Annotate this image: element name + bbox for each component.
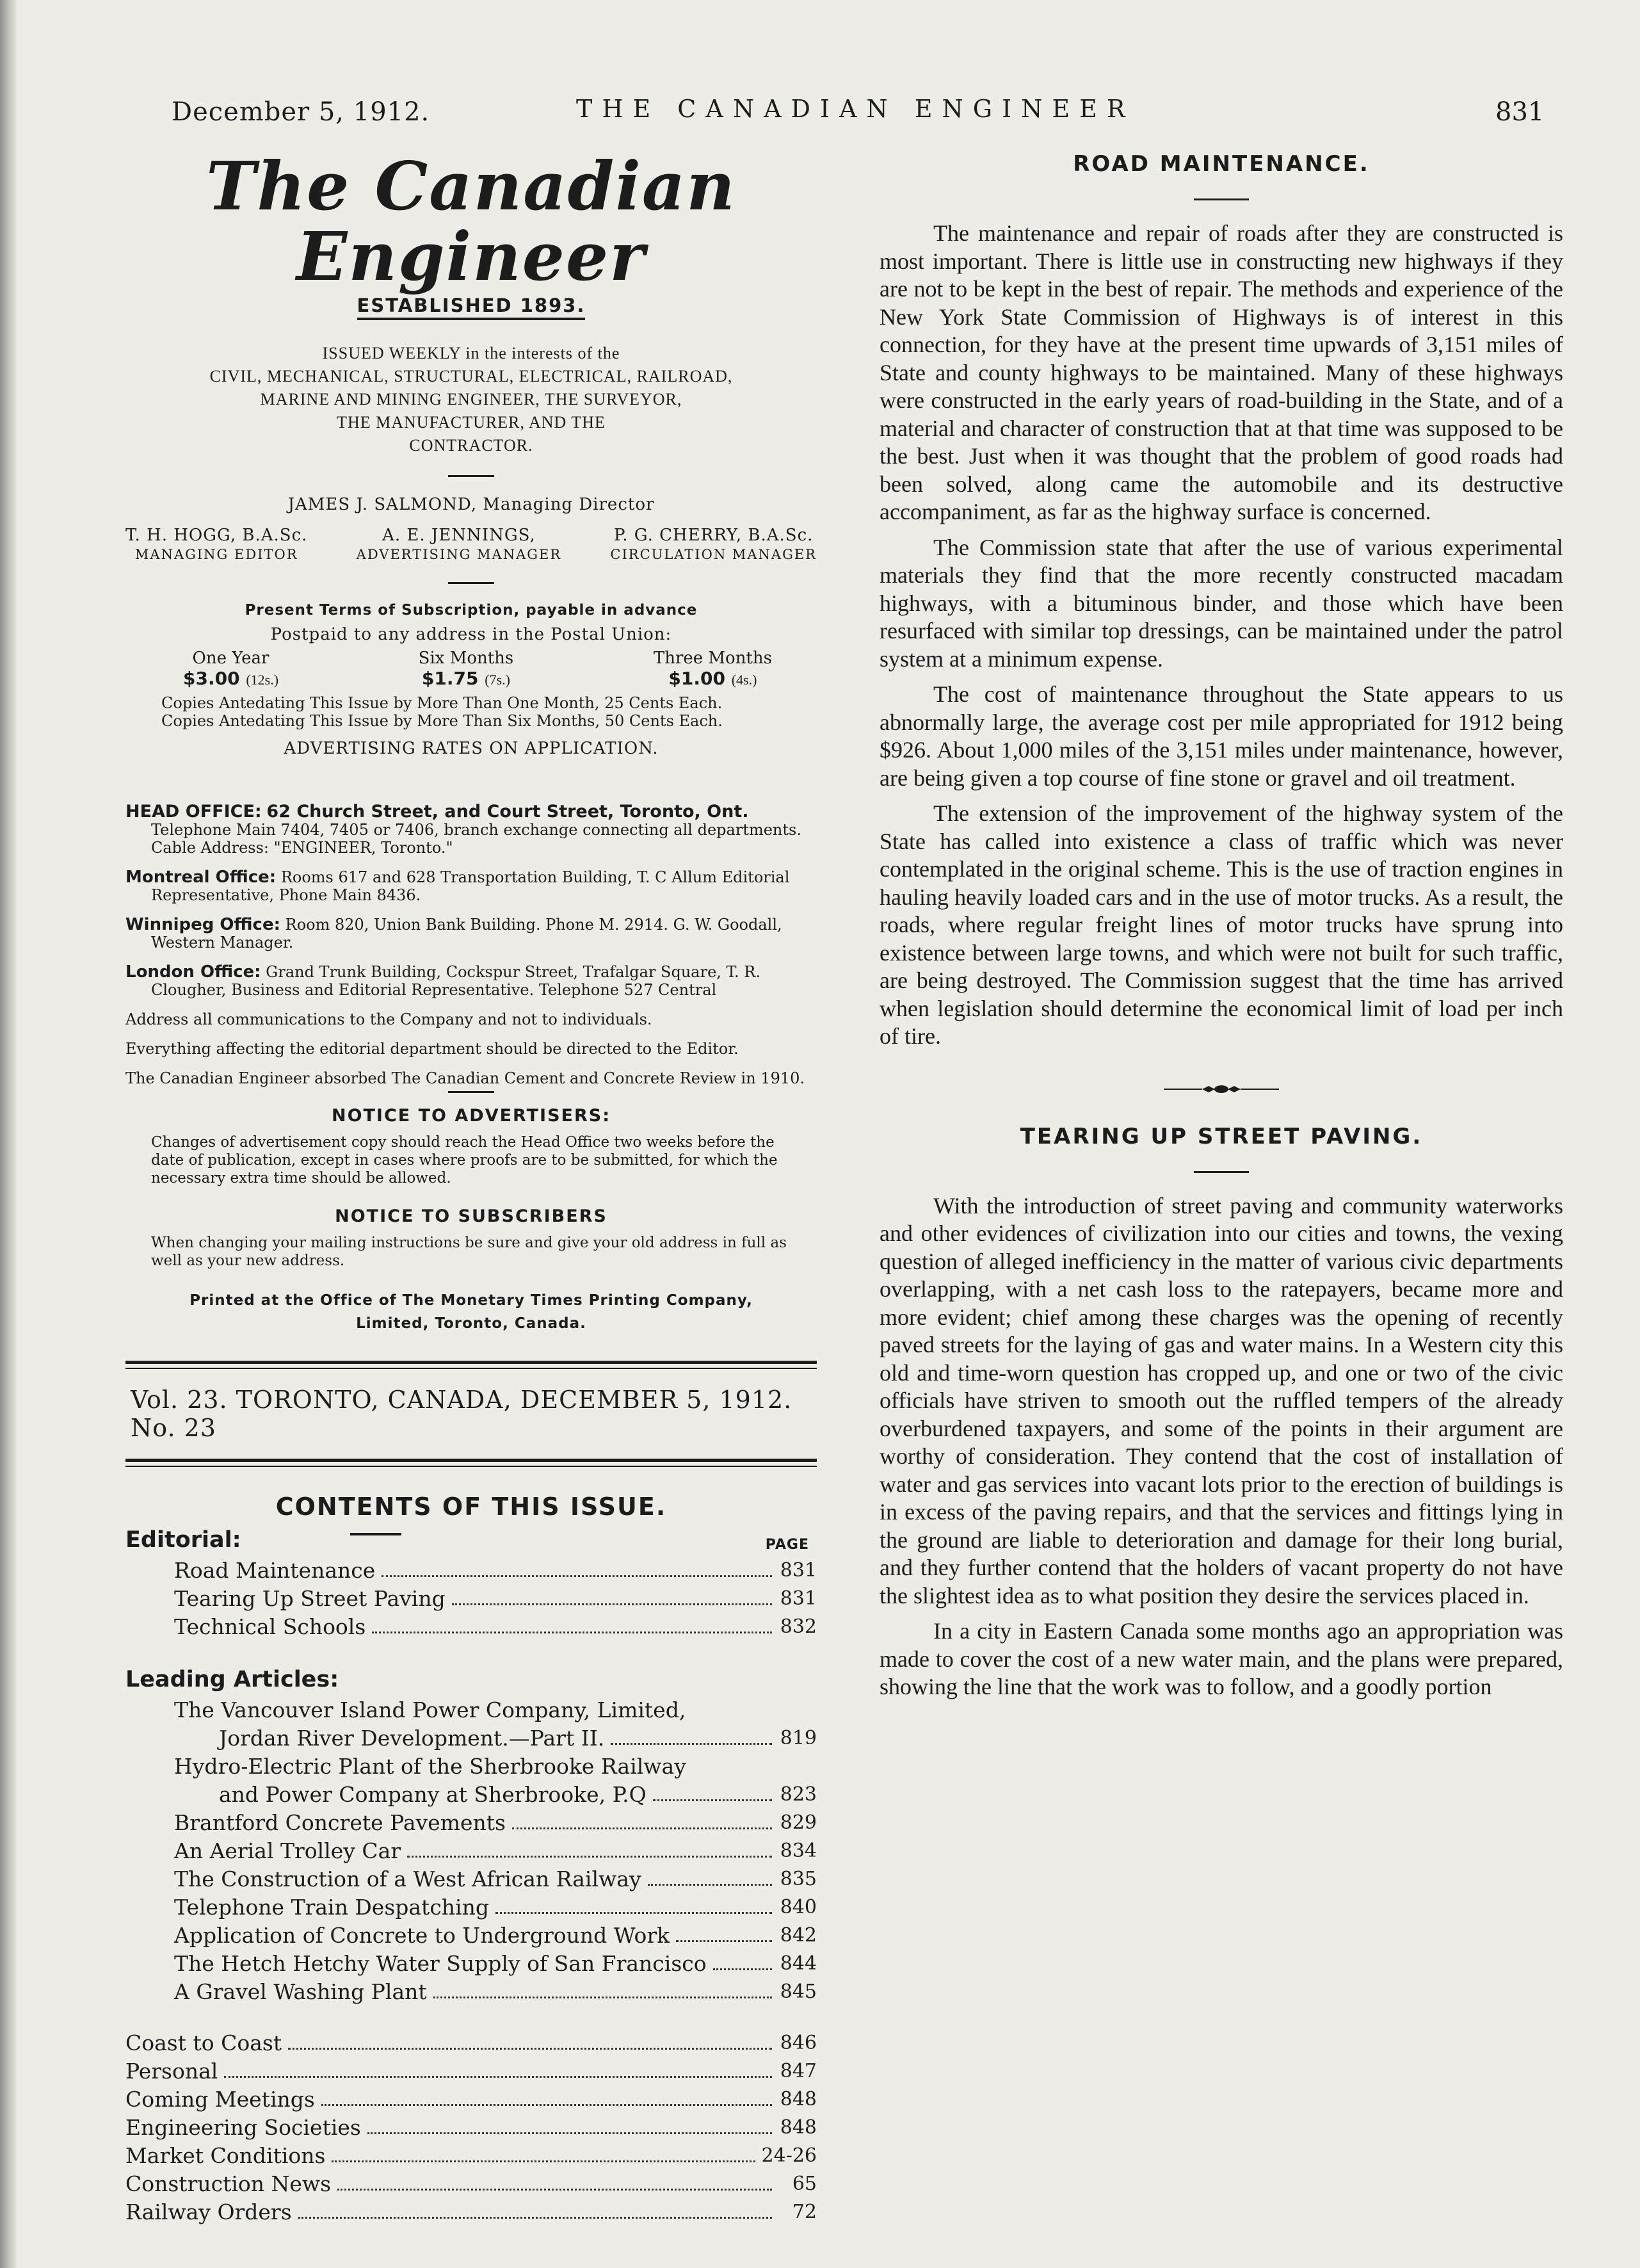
toc-entry-title: and Power Company at Sherbrooke, P.Q bbox=[219, 1782, 647, 1807]
toc-entry-title: An Aerial Trolley Car bbox=[174, 1838, 401, 1863]
toc-leader-dots bbox=[367, 2132, 772, 2134]
divider-rule bbox=[350, 1533, 401, 1535]
double-rule bbox=[125, 1361, 817, 1369]
toc-entry-title: A Gravel Washing Plant bbox=[174, 1979, 427, 2004]
price-amount: $1.00 bbox=[668, 668, 725, 689]
toc-entry-page: 24-26 bbox=[761, 2144, 817, 2167]
price-period: Three Months bbox=[653, 649, 772, 668]
masthead-title: The Canadian Engineer bbox=[206, 147, 736, 296]
toc-entry[interactable] bbox=[125, 1922, 817, 1950]
notice-advertisers-body: Changes of advertisement copy should reach the Head Office two weeks before the date of publication, except in cases where proofs are to be submitted, for which the necessary extra time should be allowed. bbox=[151, 1134, 778, 1187]
divider-rule bbox=[448, 475, 494, 477]
notice-subscribers-body: When changing your mailing instructions be sure and give your old address in full as well as your new address. bbox=[151, 1235, 787, 1269]
price-term bbox=[419, 648, 514, 690]
running-head-page-number: 831 bbox=[1495, 97, 1545, 127]
toc-entry-title: Coming Meetings bbox=[125, 2087, 315, 2112]
issued-statement bbox=[125, 342, 817, 457]
divider-rule bbox=[1194, 1171, 1249, 1173]
price-period: Six Months bbox=[418, 649, 514, 668]
toc-entry-page: 845 bbox=[780, 1980, 817, 2003]
toc-entry[interactable] bbox=[125, 1724, 817, 1753]
office-label: HEAD OFFICE: bbox=[125, 802, 262, 822]
article-title-road-maintenance: ROAD MAINTENANCE. bbox=[1073, 151, 1370, 177]
staff-list bbox=[125, 526, 817, 564]
toc-entry[interactable] bbox=[125, 2170, 817, 2198]
toc-entry[interactable] bbox=[125, 2198, 817, 2226]
montreal-office bbox=[125, 868, 817, 904]
toc-entry[interactable] bbox=[125, 1837, 817, 1865]
toc-entry-title: Construction News bbox=[125, 2171, 332, 2196]
toc-entry-title: Brantford Concrete Pavements bbox=[174, 1810, 506, 1835]
printer-line: Limited, Toronto, Canada. bbox=[356, 1315, 586, 1332]
notice-advertisers-heading: NOTICE TO ADVERTISERS: bbox=[331, 1106, 611, 1126]
toc-entry[interactable] bbox=[125, 1696, 817, 1724]
managing-director: JAMES J. SALMOND, Managing Director bbox=[287, 495, 655, 514]
toc-entry[interactable] bbox=[125, 1809, 817, 1837]
toc-entry-title: Coast to Coast bbox=[125, 2030, 282, 2055]
toc-leader-dots bbox=[337, 2189, 772, 2191]
toc-entry[interactable] bbox=[125, 2114, 817, 2142]
toc-leading-header bbox=[125, 1667, 817, 1692]
staff-name: P. G. CHERRY, B.A.Sc. bbox=[613, 526, 814, 545]
issued-line: THE MANUFACTURER, AND THE bbox=[337, 413, 606, 432]
toc-entry[interactable] bbox=[125, 1865, 817, 1893]
staff-member bbox=[125, 526, 307, 564]
toc-entry-page: 848 bbox=[780, 2088, 817, 2110]
toc-spacer bbox=[125, 2006, 817, 2025]
toc-leader-dots bbox=[407, 1856, 772, 1858]
divider-rule bbox=[448, 582, 494, 584]
staff-member bbox=[357, 526, 562, 564]
issued-line: CONTRACTOR. bbox=[409, 436, 533, 455]
toc-entry-page: 848 bbox=[780, 2116, 817, 2139]
toc-leader-dots bbox=[332, 2160, 755, 2162]
winnipeg-office bbox=[125, 916, 817, 952]
article-paragraph: The cost of maintenance throughout the State appears to us abnormally large, the average cost per mile appropriated for 1912 being $926. About 1,000 miles of the 3,151 miles under maintenance, however, are being given a top course of fine stone or gravel and oil treatment. bbox=[880, 681, 1563, 791]
double-rule bbox=[125, 1459, 817, 1467]
office-address: 62 Church Street, and Court Street, Toronto, Ont. bbox=[266, 802, 749, 822]
toc-leader-dots bbox=[611, 1743, 772, 1745]
divider-rule bbox=[448, 1091, 494, 1093]
toc-entry-title: Technical Schools bbox=[174, 1614, 366, 1639]
absorbed-notice: The Canadian Engineer absorbed The Canadian Cement and Concrete Review in 1910. bbox=[125, 1069, 805, 1087]
toc-entry[interactable] bbox=[125, 2057, 817, 2086]
toc-entry-page: 840 bbox=[780, 1896, 817, 1918]
toc-entry-page: 846 bbox=[780, 2032, 817, 2054]
toc-leader-dots bbox=[288, 2048, 772, 2050]
toc-leader-dots bbox=[298, 2217, 772, 2219]
notice-subscribers-heading: NOTICE TO SUBSCRIBERS bbox=[335, 1206, 607, 1226]
toc-entry-page: 72 bbox=[792, 2201, 817, 2223]
toc-leader-dots bbox=[512, 1827, 772, 1829]
copies-antedating bbox=[125, 694, 817, 730]
toc-entry-page: 831 bbox=[780, 1559, 817, 1582]
toc-page-label: PAGE bbox=[765, 1537, 809, 1553]
toc-entry-page: 829 bbox=[780, 1811, 817, 1834]
running-head-title: THE CANADIAN ENGINEER bbox=[576, 95, 1135, 123]
toc-entry[interactable] bbox=[125, 1950, 817, 1978]
toc-entry-title: Jordan River Development.—Part II. bbox=[219, 1726, 605, 1751]
toc-entry[interactable] bbox=[125, 1613, 817, 1641]
toc-misc-list bbox=[125, 2029, 817, 2226]
toc-entry-page: 835 bbox=[780, 1868, 817, 1890]
toc-section-title: Editorial: bbox=[125, 1527, 241, 1553]
toc-section-title: Leading Articles: bbox=[125, 1667, 339, 1692]
staff-role: CIRCULATION MANAGER bbox=[610, 547, 817, 562]
price-amount: $1.75 bbox=[421, 668, 479, 689]
toc-entry-title: The Hetch Hetchy Water Supply of San Francisco bbox=[174, 1951, 707, 1976]
toc-entry-page: 819 bbox=[780, 1727, 817, 1749]
issued-line: CIVIL, MECHANICAL, STRUCTURAL, ELECTRICAL, RAILROAD, bbox=[209, 367, 733, 385]
toc-leader-dots bbox=[676, 1940, 772, 1942]
toc-leader-dots bbox=[653, 1799, 772, 1801]
toc-entry-page: 65 bbox=[792, 2173, 817, 2195]
office-detail: Rooms 617 and 628 Transportation Building, T. C Allum Editorial Representative, Phone Main 8436. bbox=[151, 868, 790, 904]
toc-entry[interactable] bbox=[125, 1781, 817, 1809]
toc-entry-page: 842 bbox=[780, 1924, 817, 1947]
staff-role: MANAGING EDITOR bbox=[134, 547, 298, 562]
toc-entry-page: 847 bbox=[780, 2060, 817, 2082]
subscription-prices bbox=[125, 648, 817, 690]
toc-entry[interactable] bbox=[125, 1585, 817, 1613]
price-alt: (12s.) bbox=[246, 672, 279, 688]
toc-entry-title: The Vancouver Island Power Company, Limited, bbox=[174, 1697, 686, 1722]
toc-entry[interactable] bbox=[125, 2086, 817, 2114]
toc-entry[interactable] bbox=[125, 2029, 817, 2057]
toc-editorial-header bbox=[125, 1527, 817, 1553]
office-detail: Room 820, Union Bank Building. Phone M. 2914. G. W. Goodall, Western Manager. bbox=[151, 916, 782, 952]
toc-leader-dots bbox=[372, 1632, 772, 1633]
editorial-notice: Everything affecting the editorial department should be directed to the Editor. bbox=[125, 1040, 739, 1058]
london-office bbox=[125, 963, 817, 999]
toc-entry-title: Market Conditions bbox=[125, 2143, 326, 2168]
staff-name: A. E. JENNINGS, bbox=[382, 526, 536, 545]
price-period: One Year bbox=[192, 649, 269, 668]
printer-imprint bbox=[125, 1289, 817, 1335]
toc-entry-title: Telephone Train Despatching bbox=[174, 1895, 489, 1920]
office-label: London Office: bbox=[125, 962, 261, 982]
toc-entry-title: Railway Orders bbox=[125, 2199, 292, 2224]
toc-leader-dots bbox=[495, 1912, 772, 1914]
toc-entry[interactable] bbox=[125, 1978, 817, 2006]
divider-rule bbox=[1194, 198, 1249, 200]
address-notice: Address all communications to the Company and not to individuals. bbox=[125, 1010, 652, 1028]
copies-line: Copies Antedating This Issue by More Than Six Months, 50 Cents Each. bbox=[161, 712, 723, 730]
toc-entry-title: Tearing Up Street Paving bbox=[174, 1586, 446, 1611]
toc-entry-page: 831 bbox=[780, 1587, 817, 1610]
price-alt: (4s.) bbox=[731, 672, 757, 688]
toc-leader-dots bbox=[452, 1603, 772, 1605]
article-paragraph: The maintenance and repair of roads after they are constructed is most important. There is little use in constructing new highways if they are not to be kept in the best of repair. The methods and experience of the New York State Commission of Highways is of interest in this connection, for they have at the present time upwards of 3,151 miles of State and county highways to be maintained. Many of these highways were constructed in the early years of road-building in the State, and of a material and character of construction that at that time was supposed to be the best. Just when it was thought that the problem of good roads had been solved, along came the automobile and its destructive accompaniment, as far as the highway surface is concerned. bbox=[880, 220, 1563, 524]
article-title-tearing-up-street-paving: TEARING UP STREET PAVING. bbox=[1020, 1123, 1423, 1149]
price-term bbox=[183, 648, 278, 690]
toc-entry[interactable] bbox=[125, 1893, 817, 1922]
toc-entry[interactable] bbox=[125, 1753, 817, 1781]
volume-line: Vol. 23. TORONTO, CANADA, DECEMBER 5, 1912. No. 23 bbox=[131, 1386, 792, 1442]
left-column bbox=[125, 147, 817, 2226]
toc-entry[interactable] bbox=[125, 1557, 817, 1585]
toc-leader-dots bbox=[433, 1997, 772, 1998]
price-alt: (7s.) bbox=[485, 672, 510, 688]
contents-heading: CONTENTS OF THIS ISSUE. bbox=[275, 1493, 667, 1521]
toc-leader-dots bbox=[321, 2104, 772, 2106]
staff-name: T. H. HOGG, B.A.Sc. bbox=[125, 526, 308, 545]
established-line bbox=[125, 295, 817, 316]
toc-editorial-list bbox=[125, 1557, 817, 1641]
staff-member bbox=[610, 526, 817, 564]
page-gutter-shadow bbox=[0, 0, 17, 2268]
toc-leader-dots bbox=[713, 1968, 772, 1970]
section-ornament-icon bbox=[880, 1083, 1563, 1098]
toc-entry-page: 823 bbox=[780, 1783, 817, 1806]
office-label: Winnipeg Office: bbox=[125, 915, 280, 934]
established-text: ESTABLISHED 1893. bbox=[357, 295, 586, 320]
running-head-date: December 5, 1912. bbox=[172, 97, 430, 127]
toc-entry-title: Personal bbox=[125, 2059, 218, 2084]
article-paragraph: In a city in Eastern Canada some months ago an appropriation was made to cover the cost of a new water main, and the plans were prepared, showing the line that the work was to follow, and a goodly portion bbox=[880, 1618, 1563, 1699]
price-term bbox=[654, 648, 772, 690]
head-office bbox=[125, 803, 817, 857]
toc-entry-page: 832 bbox=[780, 1616, 817, 1638]
issued-line: MARINE AND MINING ENGINEER, THE SURVEYOR, bbox=[260, 390, 682, 409]
toc-leading-list bbox=[125, 1696, 817, 2006]
toc-entry-title: Hydro-Electric Plant of the Sherbrooke Railway bbox=[174, 1754, 686, 1779]
office-label: Montreal Office: bbox=[125, 868, 277, 887]
advertising-rates: ADVERTISING RATES ON APPLICATION. bbox=[284, 739, 659, 758]
issued-line: ISSUED WEEKLY in the interests of the bbox=[322, 344, 620, 362]
printer-line: Printed at the Office of The Monetary Times Printing Company, bbox=[189, 1292, 753, 1309]
toc-entry-title: Application of Concrete to Underground Work bbox=[174, 1923, 670, 1948]
office-detail: Telephone Main 7404, 7405 or 7406, branch exchange connecting all departments. Cable Address: "ENGINEER, Toronto." bbox=[151, 821, 801, 857]
copies-line: Copies Antedating This Issue by More Than One Month, 25 Cents Each. bbox=[161, 694, 723, 712]
subscription-heading: Present Terms of Subscription, payable in advance bbox=[245, 602, 698, 619]
toc-entry-title: Engineering Societies bbox=[125, 2115, 361, 2140]
article-paragraph: With the introduction of street paving and community waterworks and other evidences of civilization into our cities and towns, the vexing question of alleged inefficiency in the matter of various civic departments overlapping, with a net cash loss to the ratepayers, became more and more evident; chief among these charges was the opening of recently paved streets for the laying of gas and water mains. In a Western city this old and time-worn question has cropped up, and one or two of the civic officials have striven to smooth out the ruffled tempers of the already overburdened taxpayers, and some of the points in their argument are worthy of consideration. They contend that the cost of installation of water and gas services into vacant lots prior to the erection of buildings is in excess of the paving repairs, and that the services and fittings lying in the ground are liable to deterioration and damage for their long burial, and they further contend that the holders of vacant property do not have the slightest idea as to what position they desire the services placed in. bbox=[880, 1192, 1563, 1608]
toc-entry[interactable] bbox=[125, 2142, 817, 2170]
toc-entry-page: 834 bbox=[780, 1840, 817, 1862]
toc-leader-dots bbox=[382, 1575, 772, 1577]
staff-role: ADVERTISING MANAGER bbox=[356, 547, 562, 562]
toc-entry-page: 844 bbox=[780, 1952, 817, 1975]
office-detail: Grand Trunk Building, Cockspur Street, Trafalgar Square, T. R. Clougher, Business and Editorial Representative. Telephone 527 Central bbox=[151, 963, 760, 999]
toc-leader-dots bbox=[648, 1884, 772, 1886]
right-column bbox=[880, 151, 1563, 1709]
toc-entry-title: The Construction of a West African Railway bbox=[174, 1867, 641, 1891]
article-paragraph: The Commission state that after the use of various experimental materials they find that the more recently constructed macadam highways, with a bituminous binder, and those which have been resurfaced with similar top dressings, can be maintained under the patrol system at a minimum expense. bbox=[880, 534, 1563, 672]
subscription-postpaid: Postpaid to any address in the Postal Union: bbox=[270, 625, 672, 644]
toc-leader-dots bbox=[224, 2076, 772, 2078]
price-amount: $3.00 bbox=[183, 668, 240, 689]
article-paragraph: The extension of the improvement of the highway system of the State has called into existence a class of traffic which was never contemplated in the original scheme. This is the use of traction engines in hauling heavily loaded cars and in the use of motor trucks. As a result, the roads, where regular freight lines of motor trucks have sprung into existence between large towns, and which were not built for such traffic, are being destroyed. The Commission suggest that the time has arrived when legislation should determine the economical limit of load per inch of tire. bbox=[880, 800, 1563, 1049]
toc-entry-title: Road Maintenance bbox=[174, 1558, 376, 1583]
